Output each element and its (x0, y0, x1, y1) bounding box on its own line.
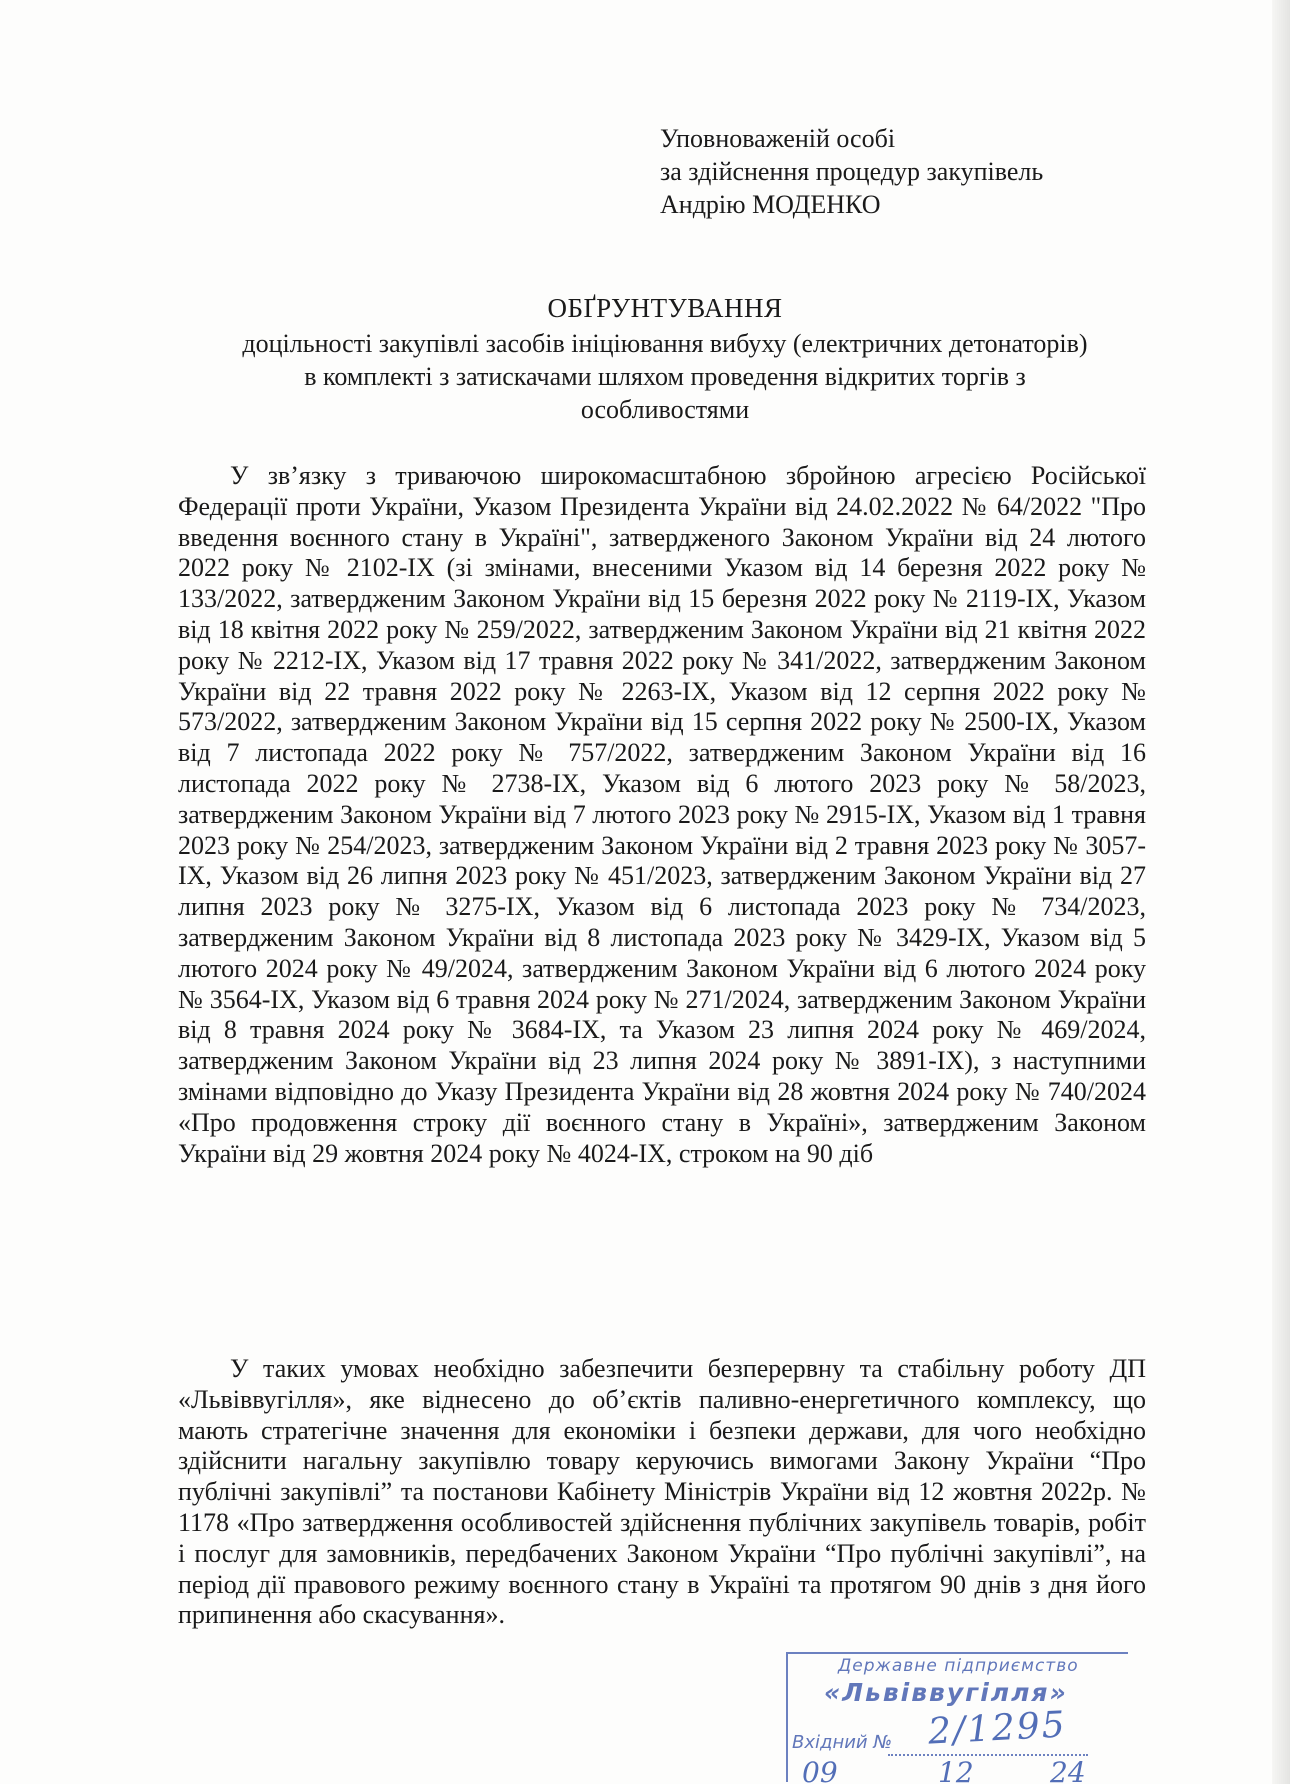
stamp-date-day: 09 (802, 1756, 838, 1789)
stamp-incoming-number: 2/1295 (927, 1704, 1068, 1753)
stamp-org-type: Державне підприємство (838, 1656, 1079, 1676)
addressee-block (660, 122, 1043, 221)
paragraph-2-text: У таких умовах необхідно забезпечити безперервну та стабільну роботу ДП «Львіввугілля», яке віднесено до об’єктів паливно-енергетичного комплексу, що мають стратегічне значення для економіки і безпеки держави, для чого необхідно здійснити нагальну закупівлю товару керуючись вимогами Закону України “Про публічні закупівлі” та постанови Кабінету Міністрів України від 12 жовтня 2022р. № 1178 «Про затвердження особливостей здійснення публічних закупівель товарів, робіт і послуг для замовників, передбачених Законом України “Про публічні закупівлі”, на період дії правового режиму воєнного стану в Україні та протягом 90 днів з дня його припинення або скасування». (178, 1354, 1146, 1630)
paragraph-1-text: У зв’язку з триваючою широкомасштабною збройною агресією Російської Федерації проти України, Указом Президента України від 24.02.2022 № 64/2022 "Про введення воєнного стану в Україні", затвердженого Законом України від 24 лютого 2022 року № 2102-IX (зі змінами, внесеними Указом від 14 березня 2022 року № 133/2022, затвердженим Законом України від 15 березня 2022 року № 2119-IX, Указом від 18 квітня 2022 року № 259/2022, затвердженим Законом України від 21 квітня 2022 року № 2212-IX, Указом від 17 травня 2022 року № 341/2022, затвердженим Законом України від 22 травня 2022 року № 2263-IX, Указом від 12 серпня 2022 року № 573/2022, затвердженим Законом України від 15 серпня 2022 року № 2500-IX, Указом від 7 листопада 2022 року № 757/2022, затвердженим Законом України від 16 листопада 2022 року № 2738-IX, Указом від 6 лютого 2023 року № 58/2023, затвердженим Законом України від 7 лютого 2023 року № 2915-IX, Указом від 1 травня 2023 року № 254/2023, затвердженим Законом України від 2 травня 2023 року № 3057-IX, Указом від 26 липня 2023 року № 451/2023, затвердженим Законом України від 27 липня 2023 року № 3275-IX, Указом від 6 листопада 2023 року № 734/2023, затвердженим Законом України від 8 листопада 2023 року № 3429-IX, Указом від 5 лютого 2024 року № 49/2024, затвердженим Законом України від 6 лютого 2024 року № 3564-IX, Указом від 6 травня 2024 року № 271/2024, затвердженим Законом України від 8 травня 2024 року № 3684-IX, та Указом 23 липня 2024 року № 469/2024, затвердженим Законом України від 23 липня 2024 року № 3891-IX), з наступними змінами відповідно до Указу Президента України від 28 жовтня 2024 року № 740/2024 «Про продовження строку дії воєнного стану в Україні», затвердженим Законом України від 29 жовтня 2024 року № 4024-IX, строком на 90 діб (178, 461, 1146, 1168)
addressee-line-1: Уповноваженій особі (660, 124, 896, 153)
stamp-date-year: 24 (1050, 1756, 1086, 1789)
title-subline-3: особливостями (580, 395, 750, 424)
paragraph-2 (178, 1354, 1146, 1631)
title-block (150, 292, 1180, 426)
stamp-org-name: «Львіввугілля» (824, 1678, 1068, 1707)
title-subline-1: доцільності закупівлі засобів ініціювання вибуху (електричних детонаторів) (242, 329, 1088, 358)
registration-stamp (786, 1652, 1128, 1789)
addressee-line-3: Андрію МОДЕНКО (660, 190, 881, 219)
addressee-line-2: за здійснення процедур закупівель (660, 157, 1044, 186)
document-title: ОБҐРУНТУВАННЯ (547, 293, 783, 323)
stamp-incoming-label: Вхідний № (792, 1732, 893, 1753)
stamp-date-month: 12 (938, 1756, 974, 1789)
scan-edge (1272, 0, 1290, 1784)
paragraph-1 (178, 461, 1146, 1169)
title-subline-2: в комплекті з затискачами шляхом проведення відкритих торгів з (304, 362, 1026, 391)
